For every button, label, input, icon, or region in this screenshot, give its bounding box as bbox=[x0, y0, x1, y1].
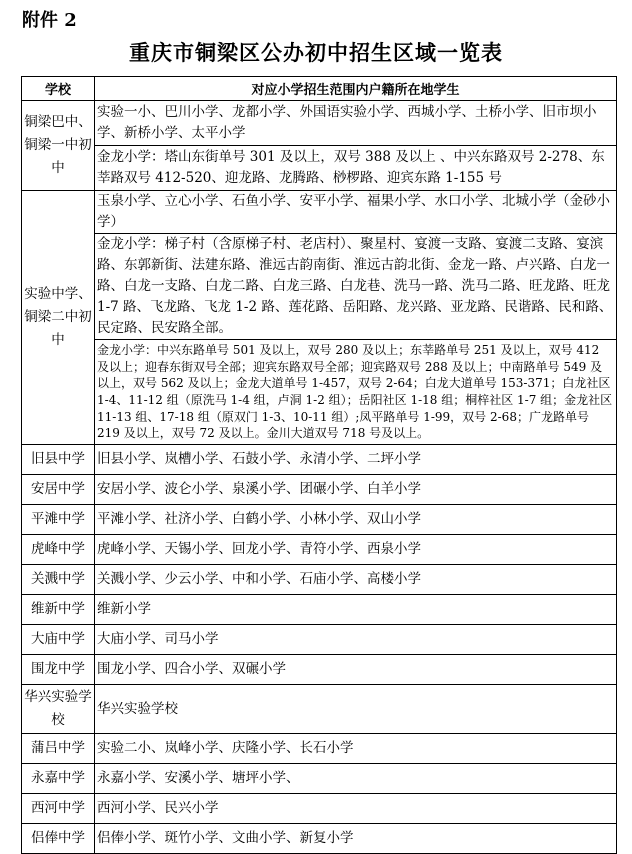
school-cell: 虎峰中学 bbox=[22, 535, 95, 565]
school-cell: 大庙中学 bbox=[22, 625, 95, 655]
range-cell: 关溅小学、少云小学、中和小学、石庙小学、高楼小学 bbox=[95, 565, 617, 595]
table-header-row bbox=[22, 77, 617, 101]
table-row bbox=[22, 475, 617, 505]
table-row bbox=[22, 340, 617, 445]
school-cell: 铜梁巴中、铜梁一中初中 bbox=[22, 101, 95, 191]
range-cell: 金龙小学：中兴东路单号 501 及以上，双号 280 及以上；东莘路单号 251 及以上，双号 412 及以上；迎春东街双号全部；迎宾东路双号全部；迎宾路双号 288 及以上；中南路单号 549 及以上，双号 562 及以上；金龙大道单号 1-457，双号 2-64；白龙大道单号 153-371；白龙社区 1-4、11-12 组（原洗马 1-4 组，卢洞 1-2 组）；岳阳社区 1-18 组；桐梓社区 1-7 组；金龙社区 11-13 组、17-18 组（原双门 1-3、10-11 组）;凤平路单号 1-99，双号 2-68；广龙路单号 219 及以上，双号 72 及以上。金川大道双号 718 号及以上。 bbox=[95, 340, 617, 445]
table-row bbox=[22, 505, 617, 535]
range-cell: 西河小学、民兴小学 bbox=[95, 794, 617, 824]
table-row bbox=[22, 625, 617, 655]
range-cell: 旧县小学、岚槽小学、石鼓小学、永清小学、二坪小学 bbox=[95, 445, 617, 475]
table-row bbox=[22, 101, 617, 146]
school-cell: 永嘉中学 bbox=[22, 764, 95, 794]
school-cell: 平滩中学 bbox=[22, 505, 95, 535]
range-cell: 玉泉小学、立心小学、石鱼小学、安平小学、福果小学、水口小学、北城小学（金砂小学） bbox=[95, 191, 617, 234]
range-cell: 实验二小、岚峰小学、庆隆小学、长石小学 bbox=[95, 734, 617, 764]
table-row bbox=[22, 565, 617, 595]
header-range: 对应小学招生范围内户籍所在地学生 bbox=[95, 77, 617, 101]
enrollment-table bbox=[21, 76, 617, 854]
school-cell: 围龙中学 bbox=[22, 655, 95, 685]
table-row bbox=[22, 655, 617, 685]
range-cell: 金龙小学：梯子村（含原梯子村、老店村）、聚星村、宴渡一支路、宴渡二支路、宴滨路、东郭新街、法建东路、淮远古韵南街、淮远古韵北街、金龙一路、卢兴路、白龙一路、白龙一支路、白龙二路、白龙三路、白龙巷、洗马一路、洗马二路、旺龙路、旺龙 1-7 路、飞龙路、飞龙 1-2 路、莲花路、岳阳路、龙兴路、亚龙路、民谐路、民和路、民定路、民安路全部。 bbox=[95, 234, 617, 340]
school-cell: 关溅中学 bbox=[22, 565, 95, 595]
school-cell: 蒲吕中学 bbox=[22, 734, 95, 764]
table-row bbox=[22, 595, 617, 625]
table-row bbox=[22, 764, 617, 794]
range-cell: 实验一小、巴川小学、龙都小学、外国语实验小学、西城小学、土桥小学、旧市坝小学、新桥小学、太平小学 bbox=[95, 101, 617, 146]
range-cell: 维新小学 bbox=[95, 595, 617, 625]
range-cell: 安居小学、波仑小学、泉溪小学、团碾小学、白羊小学 bbox=[95, 475, 617, 505]
range-cell: 大庙小学、司马小学 bbox=[95, 625, 617, 655]
page-title: 重庆市铜梁区公办初中招生区域一览表 bbox=[129, 40, 503, 65]
table-row bbox=[22, 685, 617, 734]
school-cell: 安居中学 bbox=[22, 475, 95, 505]
range-cell: 虎峰小学、天锡小学、回龙小学、青符小学、西泉小学 bbox=[95, 535, 617, 565]
attachment-label: 附件 2 bbox=[22, 10, 77, 31]
range-cell: 金龙小学：塔山东街单号 301 及以上，双号 388 及以上 、中兴东路双号 2-278、东莘路双号 412-520、迎龙路、龙腾路、桫椤路、迎宾东路 1-155 号 bbox=[95, 146, 617, 191]
range-cell: 华兴实验学校 bbox=[95, 685, 617, 734]
table-row bbox=[22, 734, 617, 764]
table-row bbox=[22, 445, 617, 475]
school-cell: 实验中学、铜梁二中初中 bbox=[22, 191, 95, 445]
range-cell: 平滩小学、社济小学、白鹤小学、小林小学、双山小学 bbox=[95, 505, 617, 535]
table-row bbox=[22, 146, 617, 191]
range-cell: 侣俸小学、斑竹小学、文曲小学、新复小学 bbox=[95, 824, 617, 854]
school-cell: 侣俸中学 bbox=[22, 824, 95, 854]
school-cell: 西河中学 bbox=[22, 794, 95, 824]
range-cell: 围龙小学、四合小学、双碾小学 bbox=[95, 655, 617, 685]
school-cell: 华兴实验学校 bbox=[22, 685, 95, 734]
table-row bbox=[22, 794, 617, 824]
table-row bbox=[22, 535, 617, 565]
table-row bbox=[22, 191, 617, 234]
range-cell: 永嘉小学、安溪小学、塘坪小学、 bbox=[95, 764, 617, 794]
table-row bbox=[22, 824, 617, 854]
school-cell: 维新中学 bbox=[22, 595, 95, 625]
school-cell: 旧县中学 bbox=[22, 445, 95, 475]
table-row bbox=[22, 234, 617, 340]
header-school: 学校 bbox=[22, 77, 95, 101]
